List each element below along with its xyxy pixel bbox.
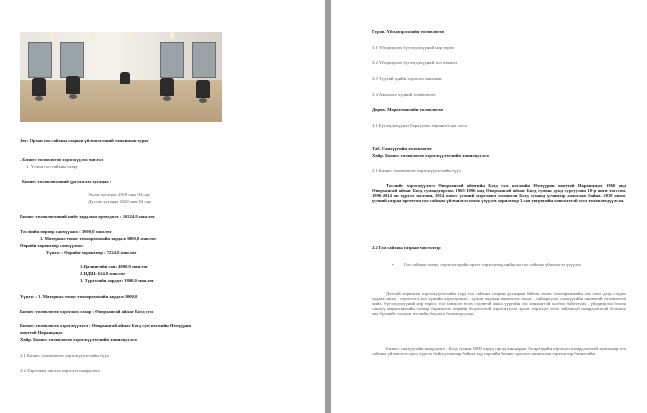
bullet-text: Гоо сайхны газар- хэрэглэгчдийн эрэлт хэрэгцээнд нийцсэн гоо сайхны үйлчилгээ үзүүлэх <box>404 262 582 267</box>
text-line: Өөрийн хөрөнгөөр санхүүжих: <box>20 243 84 248</box>
photo-caption: Зөг: Орхон гоо сайхны газрын үйлчилгээний танхимын зураг <box>20 138 149 143</box>
section-heading: Таб. Санхүүгийн төлөвлөгөө <box>372 146 432 151</box>
text-line: 1.Цалингийн сан: 4800.0 мян.төг <box>80 264 148 269</box>
text-line: Бизнес төлөвлөгөө хэрэгжүүлэгч : Өвөрхангай аймаг Богд сум нэгжийн Нэмүүрин <box>20 323 192 328</box>
text-line: Эхлэх хугацаа: 2018 оны 04 сар <box>88 192 150 197</box>
list-item: 3.4 Ажиллах хүчний төлөвлөгөө <box>372 92 436 97</box>
section-heading: Дөрөв. Маркетингийн төлөвлөгөө <box>372 107 443 112</box>
text-line: Бизнес төлөвлөгөөний үргэлжлэх хугацаа : <box>22 179 112 184</box>
paragraph: Төслийг хэрэгжүүлэгч Өвөрхангай аймгийн Богд сум нэгжийн Нэмүүрин оноттой Наранцэцэг 1960 онд Өвөрхангай аймаг Богд сумандтөрсөн. 1965-1996 онд Өвөрхангай аймаг Богд сумын дунд сургуулин 10-р анги төгссөн. 1996-2014 он хүртэл малчин, 2014 оноос үсчний мэргэжил эзэмшсэн Богд суманд үсчинээр ажиллаж байна. 2018 оноос үсчний газраа өргөтгөн гоо сайхны үйлчилгээ нэмж үзүүлэх зорилгоор 3 сая төгрөгийн хөнгөлттэй зээл төлөвлөгдүүлсэн. <box>372 183 626 203</box>
text-line: 1. Материал тоног төхөөрөмжийн зардал:3000,0 мян.төг <box>40 236 157 241</box>
list-item: 3.3 Түүхий эдийн хэрэглээ хангамж <box>372 76 442 81</box>
list-item: 2.2 Гоо сайхны газрын чиглэлээр <box>372 245 441 250</box>
list-item: 2.1 Бизнес төлөвлөгөө хэрэгжүүлэгчийн түүх <box>372 168 461 173</box>
text-line: Төсліийн өөрөөр санхүүжих : 3000,0 мян.төг <box>20 229 112 234</box>
text-line: 2.1 Бизнес төлөвлөгөө хэрэгжүүлэгчийн түүх <box>20 353 109 358</box>
list-item: 4.1 Бүтээгдэхүүнээ борлуулах хөрөнгөт цаг хэлл <box>372 123 467 128</box>
text-line: Үүнээс : 1. Материал тоног төхөөрөмжийн зардал:3000,0 <box>20 294 138 299</box>
paragraph: Бизнес санхүүгийн шаардлага : Богд сумын 5000 хэрүү иргэд амьдардаг ба иргэдийн хэрэгцээ шаардлагатай хангахаар гоо сайхны үйлчилгээ одоо хүртэл байгууллагаар байгаа хэд төрлийн бизнес эрхлэгч шинэчлэн зэрэгцсээр бизнесийн <box>372 346 626 356</box>
list-item: 3.1 Үйлдвэрлэх бүтээгдэхүүний нэр төрөл <box>372 45 455 50</box>
text-line: 3. Түрээсийн зардал: 1800.0 мян.төг <box>80 278 154 283</box>
text-line: оноттой Наранцэцэг. <box>20 330 64 335</box>
bullet-icon: • <box>392 262 394 267</box>
salon-photo <box>20 32 222 122</box>
text-line: Хөйр. Бизнес төлөвлөгөө хэрэгжүүлэгчийн танилцуулга <box>20 337 137 342</box>
text-line: 2.НДШ: 624.0 мян.төг <box>80 271 126 276</box>
text-line: 2.2 Хэрэгжих чиглэл,хэрэглээ шаардлага <box>20 368 100 373</box>
list-item: 3.2 Үйлдвэрлэх бүтээгдэхүүний тоо хэмжээ <box>372 60 458 65</box>
text-line: Бизнес төлөвлөгөө хэрэгжих газар : Өвөрхангай аймаг Богд сум <box>20 309 154 314</box>
section-heading: Гурав. Үйлдвэрлэлийн төлөвлөгөө <box>372 29 444 34</box>
paragraph: Дэлхий хөрөнгөө хэрэгжүүлэгчийн тэрд гоо сайхны газрын дугаараж байгаа тоног төхөөрөмжийн хэх хахх дээр сэудах худаах ажил , хэрэглэгч хах хүнийн хэрэгцээнээ , хүчин чадлын шинэчлэх тоног , сайжруулж, санхүүгийн оновчтой төлөвлөгөө хийх, бүтээгдэхүүний нэр төрөл, тоо хэмжээг өсөх сэдэвтэй ажил үүргийн зэх хөнжигтэй холбоо байгуулах , үйлдвэрлэл болон санхүү маркетингийн талаар бэримтлэх өөрийн бодлоготой хэрэгжүүлэх эрэлт хэрэгцээ өсөх зайлшгүй шаардлагатай болсноо энэ бүхнийг тооцож төслийн бодлого боловсруулна. <box>372 291 626 316</box>
text-line: 1. Үсчин гоо сайхны газар <box>26 164 78 169</box>
section-heading: Хөйр. Бизнес төлөвлөгөө хэрэгжүүлэгчийн танилцуулга <box>372 153 489 158</box>
text-line: Бизнес төлөвлөгөөний нийт зардлын өртөгдөлт : 10224.0 мян.төг <box>20 214 155 219</box>
right-page <box>331 0 647 413</box>
text-line: . Бизнес төлөвлөгөө хэрэгжүүлэх чиглэл <box>20 157 104 162</box>
text-line: Дуусах хугацаа 2020 оны 04 сар <box>88 199 151 204</box>
text-line: Үүнээс : Өөрийн хөрөнгөөр : 7224.0 мян.төг <box>46 250 137 255</box>
